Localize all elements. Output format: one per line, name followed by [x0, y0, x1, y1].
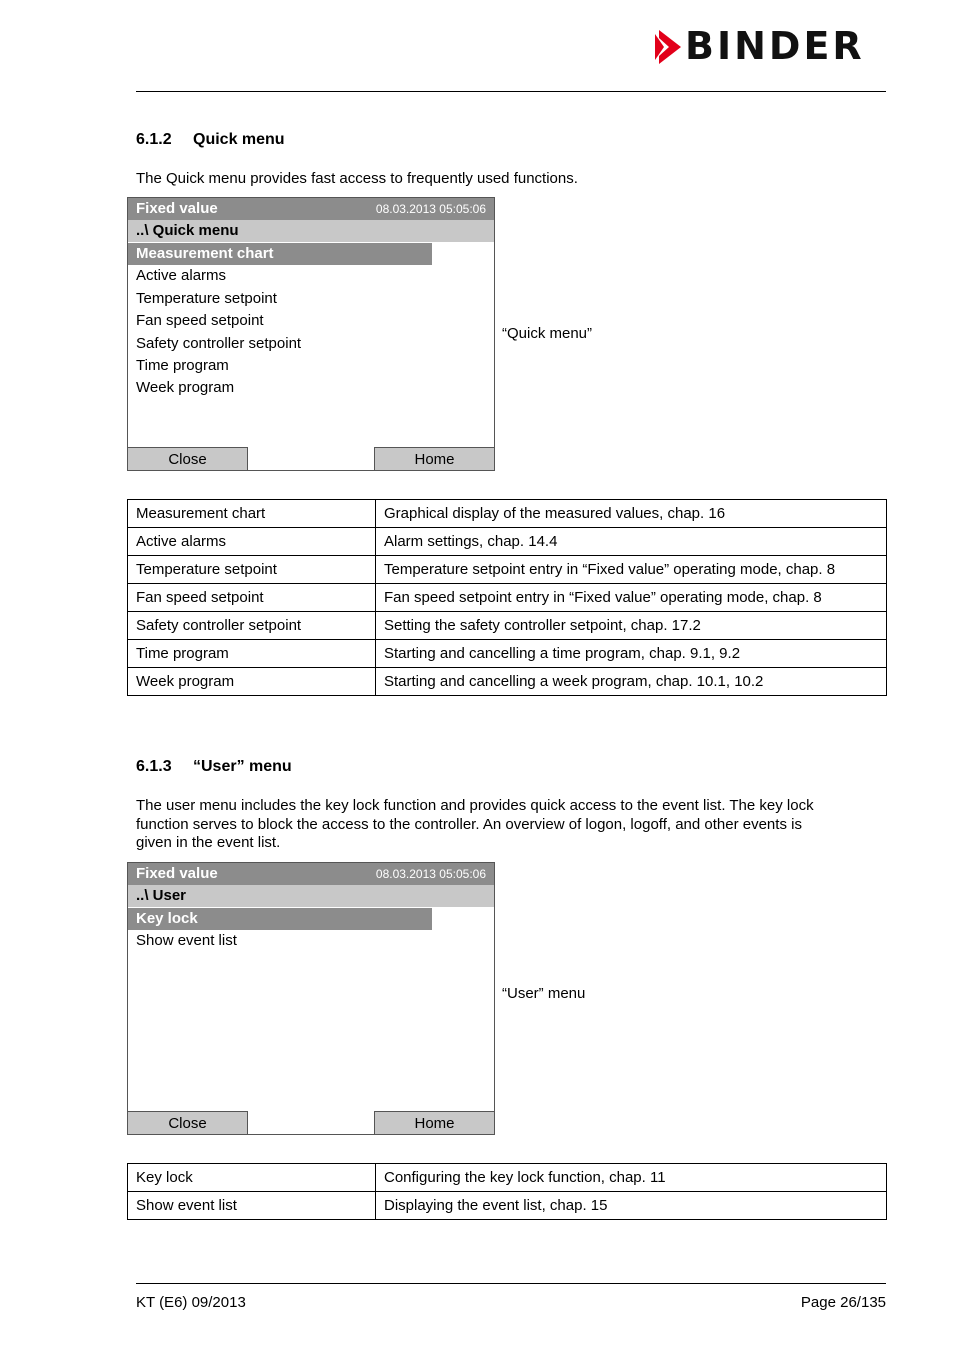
footer-document-id: KT (E6) 09/2013	[136, 1294, 246, 1311]
intro-line: function serves to block the access to the controller. An overview of logon, logoff, and other events is	[136, 815, 802, 833]
table-cell-description: Alarm settings, chap. 14.4	[376, 528, 887, 556]
table-cell-function: Week program	[128, 668, 376, 696]
table-row	[128, 668, 887, 696]
section-intro: The Quick menu provides fast access to frequently used functions.	[136, 170, 578, 187]
user-menu-reference-table	[127, 1163, 887, 1220]
close-button[interactable]: Close	[127, 1111, 248, 1135]
table-cell-description: Temperature setpoint entry in “Fixed value” operating mode, chap. 8	[376, 556, 887, 584]
operating-mode-label: Fixed value	[136, 865, 218, 882]
table-cell-function: Show event list	[128, 1192, 376, 1220]
datetime-readout: 08.03.2013 05:05:06	[375, 202, 486, 216]
table-row	[128, 556, 887, 584]
table-row	[128, 500, 887, 528]
table-cell-function: Fan speed setpoint	[128, 584, 376, 612]
menu-item-time-program[interactable]: Time program	[136, 356, 229, 374]
table-cell-description: Graphical display of the measured values, chap. 16	[376, 500, 887, 528]
section-title: Quick menu	[193, 131, 285, 148]
intro-line: given in the event list.	[136, 834, 281, 851]
home-button[interactable]: Home	[374, 447, 495, 471]
table-cell-description: Starting and cancelling a week program, chap. 10.1, 10.2	[376, 668, 887, 696]
binder-mark-icon	[655, 30, 681, 64]
table-cell-function: Temperature setpoint	[128, 556, 376, 584]
section-number: 6.1.2	[136, 131, 172, 148]
table-cell-function: Safety controller setpoint	[128, 612, 376, 640]
section-heading-quick-menu	[136, 131, 285, 149]
header-rule	[136, 91, 886, 92]
table-cell-description: Starting and cancelling a time program, chap. 9.1, 9.2	[376, 640, 887, 668]
table-cell-function: Time program	[128, 640, 376, 668]
breadcrumb: ..\ User	[128, 885, 494, 907]
table-row	[128, 612, 887, 640]
table-row	[128, 1164, 887, 1192]
figure-caption: “User” menu	[502, 985, 586, 1002]
menu-item-temperature-setpoint[interactable]: Temperature setpoint	[136, 289, 277, 307]
table-cell-description: Configuring the key lock function, chap. 11	[376, 1164, 887, 1192]
table-row	[128, 1192, 887, 1220]
screen-titlebar	[128, 198, 494, 220]
section-number: 6.1.3	[136, 758, 172, 775]
table-cell-description: Setting the safety controller setpoint, chap. 17.2	[376, 612, 887, 640]
table-cell-description: Displaying the event list, chap. 15	[376, 1192, 887, 1220]
menu-item-measurement-chart[interactable]: Measurement chart	[128, 243, 432, 265]
menu-item-key-lock[interactable]: Key lock	[128, 908, 432, 930]
footer-page-number: Page 26/135	[800, 1294, 886, 1311]
quick-menu-screen	[127, 197, 495, 471]
footer-rule	[136, 1283, 886, 1284]
section-heading-user-menu	[136, 758, 292, 776]
quick-menu-reference-table	[127, 499, 887, 696]
binder-logo	[655, 24, 887, 68]
table-row	[128, 640, 887, 668]
table-row	[128, 584, 887, 612]
menu-item-fan-speed-setpoint[interactable]: Fan speed setpoint	[136, 312, 264, 330]
table-cell-function: Key lock	[128, 1164, 376, 1192]
menu-item-active-alarms[interactable]: Active alarms	[136, 267, 227, 285]
table-row	[128, 528, 887, 556]
user-menu-screen	[127, 862, 495, 1135]
home-button[interactable]: Home	[374, 1111, 495, 1135]
menu-item-safety-controller-setpoint[interactable]: Safety controller setpoint	[136, 334, 302, 352]
breadcrumb: ..\ Quick menu	[128, 220, 494, 242]
logo-wordmark: BINDER	[685, 24, 865, 68]
table-cell-description: Fan speed setpoint entry in “Fixed value” operating mode, chap. 8	[376, 584, 887, 612]
figure-caption: “Quick menu”	[502, 325, 593, 342]
operating-mode-label: Fixed value	[136, 200, 218, 217]
table-cell-function: Active alarms	[128, 528, 376, 556]
close-button[interactable]: Close	[127, 447, 248, 471]
section-title: “User” menu	[193, 758, 292, 775]
intro-line: The user menu includes the key lock function and provides quick access to the event list. The key lock	[136, 797, 814, 814]
datetime-readout: 08.03.2013 05:05:06	[375, 867, 486, 881]
table-cell-function: Measurement chart	[128, 500, 376, 528]
menu-item-show-event-list[interactable]: Show event list	[136, 932, 237, 950]
screen-titlebar	[128, 863, 494, 885]
menu-item-week-program[interactable]: Week program	[136, 379, 235, 397]
section-intro	[136, 797, 876, 853]
